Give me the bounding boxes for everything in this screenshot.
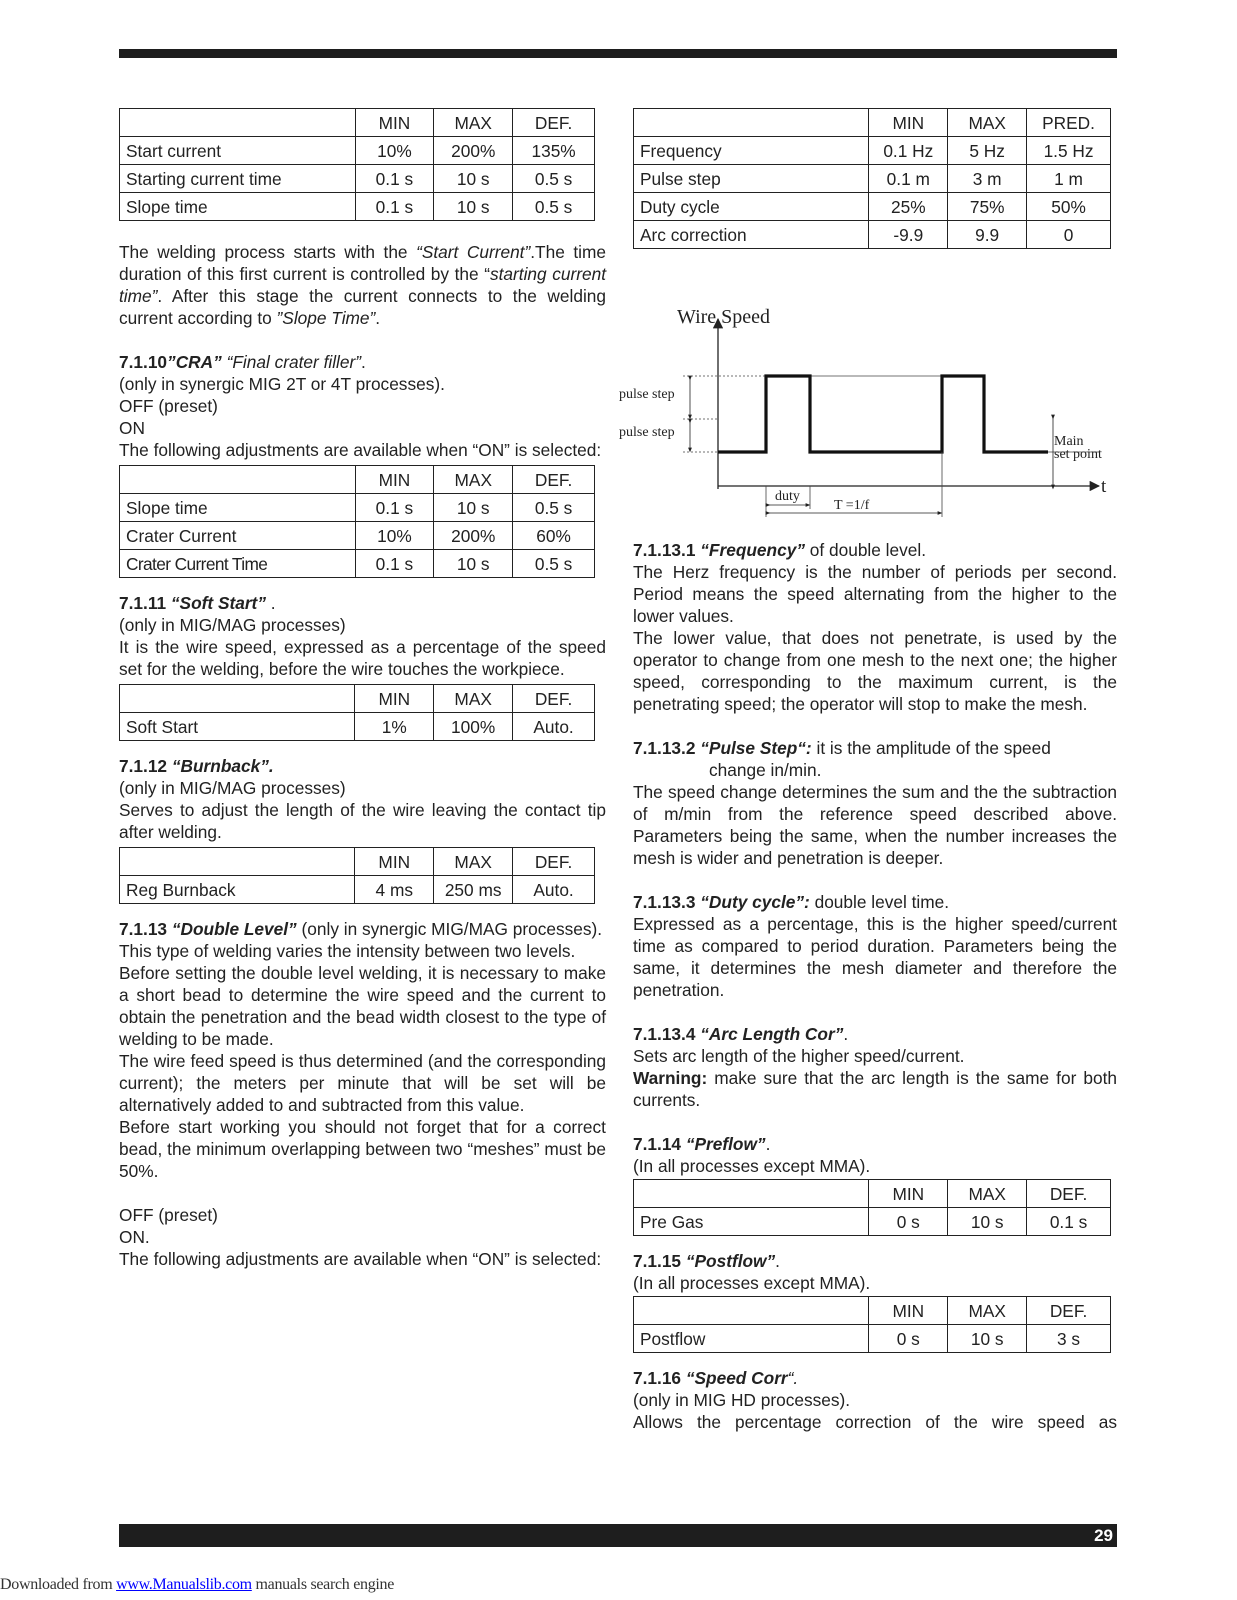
table-cell: MIN xyxy=(355,685,434,713)
table-cell: Crater Current xyxy=(120,522,356,550)
text-line: ON xyxy=(119,418,145,438)
table-cell: 10 s xyxy=(434,494,513,522)
table-cell: MIN xyxy=(869,1180,948,1208)
table-cell: 10 s xyxy=(434,550,513,578)
table-cell: 250 ms xyxy=(434,876,513,904)
start-current-paragraph: The welding process starts with the “Start Current”.The time duration of this first current is controlled by the “starting current time”. After this stage the current connects to the welding current according to ”Slope Time”. xyxy=(119,242,607,328)
burnback-table xyxy=(119,847,595,904)
table-row xyxy=(634,137,1111,165)
table-cell: PRED. xyxy=(1027,109,1111,137)
preflow-table xyxy=(633,1179,1111,1236)
y-axis-label: Wire Speed xyxy=(677,306,771,328)
table-cell xyxy=(120,848,355,876)
header-bar xyxy=(119,49,1117,58)
double-level-table xyxy=(633,108,1111,249)
footer-bar xyxy=(119,1524,1117,1547)
table-cell: 60% xyxy=(513,522,595,550)
table-cell: 100% xyxy=(434,713,513,741)
text-line: The following adjustments are available when “ON” is selected: xyxy=(119,1249,602,1269)
text-line: (only in synergic MIG 2T or 4T processes). xyxy=(119,374,445,394)
table-row xyxy=(120,165,595,193)
section-heading-7-1-13-3: 7.1.13.3 “Duty cycle”: double level time. xyxy=(633,892,950,912)
warning-paragraph: Warning: make sure that the arc length is the same for both currents. xyxy=(633,1068,1117,1110)
table-cell: 0.1 s xyxy=(355,165,434,193)
section-heading-7-1-13-4: 7.1.13.4 “Arc Length Cor”. xyxy=(633,1024,849,1044)
section-heading-7-1-12: 7.1.12 “Burnback”. xyxy=(119,756,274,776)
table-cell: MIN xyxy=(355,848,434,876)
table-cell: 50% xyxy=(1027,193,1111,221)
x-axis-label: t xyxy=(1101,476,1107,497)
right-column xyxy=(619,108,1117,1433)
crater-filler-table xyxy=(119,465,595,578)
table-cell: DEF. xyxy=(1027,1297,1111,1325)
text-line: ON. xyxy=(119,1227,150,1247)
table-cell: Auto. xyxy=(513,713,595,741)
main-set-point-label-2: set point xyxy=(1054,447,1102,462)
section-heading-7-1-13-2: 7.1.13.2 “Pulse Step“: it is the amplitude of the speed xyxy=(633,738,1051,758)
text-line: OFF (preset) xyxy=(119,396,218,416)
table-cell: Pulse step xyxy=(634,165,869,193)
table-cell: 200% xyxy=(434,522,513,550)
text-paragraph: The wire feed speed is thus determined (and the corresponding current); the meters per minute that will be set will be alternatively added to and subtracted from this value. xyxy=(119,1051,606,1115)
table-header-row xyxy=(120,109,595,137)
wire-speed-diagram xyxy=(619,249,1117,529)
table-cell: 0.5 s xyxy=(513,494,595,522)
section-heading-7-1-10: 7.1.10”CRA” “Final crater filler”. xyxy=(119,352,366,372)
text-paragraph: The speed change determines the sum and the the subtraction of m/min from the reference speed described above. Parameters being the same, when the number increases the mesh is wider and penetration is deeper. xyxy=(633,782,1117,868)
table-cell xyxy=(120,109,356,137)
table-cell: Starting current time xyxy=(120,165,356,193)
table-cell: 1 m xyxy=(1027,165,1111,193)
table-cell: 9.9 xyxy=(948,221,1027,249)
table-cell: DEF. xyxy=(513,109,595,137)
table-cell: Slope time xyxy=(120,193,356,221)
table-cell: MAX xyxy=(434,466,513,494)
duty-label: duty xyxy=(775,489,800,504)
table-cell: Frequency xyxy=(634,137,869,165)
table-cell: 200% xyxy=(434,137,513,165)
table-row xyxy=(634,165,1111,193)
table-cell: MIN xyxy=(869,1297,948,1325)
table-row xyxy=(120,193,595,221)
main-set-point-label-1: Main xyxy=(1054,434,1084,449)
section-heading-7-1-16: 7.1.16 “Speed Corr“. xyxy=(633,1368,799,1388)
download-footer xyxy=(0,1576,394,1594)
table-cell: 75% xyxy=(948,193,1027,221)
table-cell: DEF. xyxy=(1027,1180,1111,1208)
manualslib-link[interactable]: www.Manualslib.com xyxy=(116,1576,252,1593)
text-line: (only in MIG HD processes). xyxy=(633,1390,851,1410)
table-cell: MIN xyxy=(355,109,434,137)
text-line: OFF (preset) xyxy=(119,1205,218,1225)
section-heading-7-1-11: 7.1.11 “Soft Start” . xyxy=(119,593,276,613)
table-cell: 1% xyxy=(355,713,434,741)
table-cell: 0 s xyxy=(869,1325,948,1353)
soft-start-table xyxy=(119,684,595,741)
text-line: Sets arc length of the higher speed/current. xyxy=(633,1046,965,1066)
table-cell: 10% xyxy=(355,137,434,165)
text-line: Allows the percentage correction of the wire speed as xyxy=(633,1412,1117,1432)
table-cell: 1.5 Hz xyxy=(1027,137,1111,165)
text-paragraph: Expressed as a percentage, this is the higher speed/current time as compared to period duration. Parameters being the same, it determines the mesh diameter and therefore the penetration. xyxy=(633,914,1117,1000)
table-row xyxy=(120,876,595,904)
table-cell: 3 m xyxy=(948,165,1027,193)
start-current-table xyxy=(119,108,595,221)
left-column xyxy=(119,108,606,1270)
table-cell: 10 s xyxy=(948,1208,1027,1236)
text-line: (In all processes except MMA). xyxy=(633,1273,871,1293)
text-line: change in/min. xyxy=(709,760,822,780)
table-cell: 0.5 s xyxy=(513,193,595,221)
section-heading-7-1-13: 7.1.13 “Double Level” (only in synergic MIG/MAG processes). xyxy=(119,919,603,939)
table-cell: MAX xyxy=(948,109,1027,137)
text-paragraph: The Herz frequency is the number of periods per second. Period means the speed alternating from the higher to the lower values. xyxy=(633,562,1117,626)
table-cell: 0.1 s xyxy=(355,193,434,221)
table-header-row xyxy=(634,1180,1111,1208)
pulse-step-label-1: pulse step xyxy=(619,387,675,402)
table-cell: 3 s xyxy=(1027,1325,1111,1353)
footer-prefix: Downloaded from xyxy=(0,1576,117,1593)
table-cell: MIN xyxy=(869,109,948,137)
table-header-row xyxy=(120,685,595,713)
table-cell: 25% xyxy=(869,193,948,221)
page-number: 29 xyxy=(1094,1526,1113,1545)
table-cell: MAX xyxy=(434,848,513,876)
footer-suffix: manuals search engine xyxy=(251,1576,395,1593)
text-line: (In all processes except MMA). xyxy=(633,1156,871,1176)
table-cell: MAX xyxy=(948,1297,1027,1325)
table-cell: DEF. xyxy=(513,466,595,494)
table-cell: Arc correction xyxy=(634,221,869,249)
table-cell: 10% xyxy=(355,522,434,550)
table-cell: Slope time xyxy=(120,494,356,522)
text-line: (only in MIG/MAG processes) xyxy=(119,615,346,635)
table-cell: 5 Hz xyxy=(948,137,1027,165)
table-cell: 0 xyxy=(1027,221,1111,249)
table-cell: 10 s xyxy=(434,165,513,193)
table-cell: Reg Burnback xyxy=(120,876,355,904)
table-row xyxy=(634,1325,1111,1353)
table-row xyxy=(120,550,595,578)
table-cell: 4 ms xyxy=(355,876,434,904)
table-cell: Postflow xyxy=(634,1325,869,1353)
table-row xyxy=(634,1208,1111,1236)
text-paragraph: Before setting the double level welding, it is necessary to make a short bead to determine the wire speed and the current to obtain the penetration and the bead width closest to the type of welding to be made. xyxy=(119,963,606,1049)
table-cell: 10 s xyxy=(948,1325,1027,1353)
table-cell: DEF. xyxy=(513,685,595,713)
table-cell: 135% xyxy=(513,137,595,165)
table-cell: Duty cycle xyxy=(634,193,869,221)
table-cell: 0.1 Hz xyxy=(869,137,948,165)
table-cell: Auto. xyxy=(513,876,595,904)
table-header-row xyxy=(120,466,595,494)
text-line: (only in MIG/MAG processes) xyxy=(119,778,346,798)
text-paragraph: Serves to adjust the length of the wire leaving the contact tip after welding. xyxy=(119,800,606,842)
section-heading-7-1-14: 7.1.14 “Preflow”. xyxy=(633,1134,771,1154)
table-header-row xyxy=(634,109,1111,137)
table-cell: MAX xyxy=(434,109,513,137)
table-row xyxy=(634,193,1111,221)
table-cell: 0.1 s xyxy=(1027,1208,1111,1236)
text-paragraph: It is the wire speed, expressed as a percentage of the speed set for the welding, before the wire touches the workpiece. xyxy=(119,637,606,679)
period-label: T =1/f xyxy=(834,498,870,513)
table-cell: DEF. xyxy=(513,848,595,876)
section-heading-7-1-15: 7.1.15 “Postflow”. xyxy=(633,1251,780,1271)
table-cell: Soft Start xyxy=(120,713,355,741)
text-paragraph: This type of welding varies the intensity between two levels. xyxy=(119,941,576,961)
table-row xyxy=(120,713,595,741)
table-cell xyxy=(120,685,355,713)
table-cell: Pre Gas xyxy=(634,1208,869,1236)
table-row xyxy=(120,494,595,522)
table-cell: 0.1 m xyxy=(869,165,948,193)
table-cell: MAX xyxy=(434,685,513,713)
pulse-step-label-2: pulse step xyxy=(619,425,675,440)
table-header-row xyxy=(634,1297,1111,1325)
table-cell: 0 s xyxy=(869,1208,948,1236)
table-cell: Crater Current Time xyxy=(120,550,356,578)
table-header-row xyxy=(120,848,595,876)
table-row xyxy=(634,221,1111,249)
table-cell: MIN xyxy=(355,466,434,494)
table-cell: -9.9 xyxy=(869,221,948,249)
text-paragraph: The lower value, that does not penetrate, is used by the operator to change from one mesh to the next one; the higher speed, corresponding to the maximum current, is the penetrating speed; the operator will stop to make the mesh. xyxy=(633,628,1117,714)
table-cell: 0.5 s xyxy=(513,165,595,193)
table-cell: 0.1 s xyxy=(355,550,434,578)
table-row xyxy=(120,137,595,165)
postflow-table xyxy=(633,1296,1111,1353)
section-heading-7-1-13-1: 7.1.13.1 “Frequency” of double level. xyxy=(633,540,927,560)
text-line: The following adjustments are available when “ON” is selected: xyxy=(119,440,602,460)
table-cell: 0.1 s xyxy=(355,494,434,522)
table-cell xyxy=(120,466,356,494)
table-cell xyxy=(634,1297,869,1325)
table-cell: 0.5 s xyxy=(513,550,595,578)
table-cell: Start current xyxy=(120,137,356,165)
table-cell xyxy=(634,1180,869,1208)
table-cell: MAX xyxy=(948,1180,1027,1208)
table-row xyxy=(120,522,595,550)
table-cell: 10 s xyxy=(434,193,513,221)
wire-speed-waveform xyxy=(718,376,1048,452)
text-paragraph: Before start working you should not forget that for a correct bead, the minimum overlapping between two “meshes” must be 50%. xyxy=(119,1117,606,1181)
table-cell xyxy=(634,109,869,137)
